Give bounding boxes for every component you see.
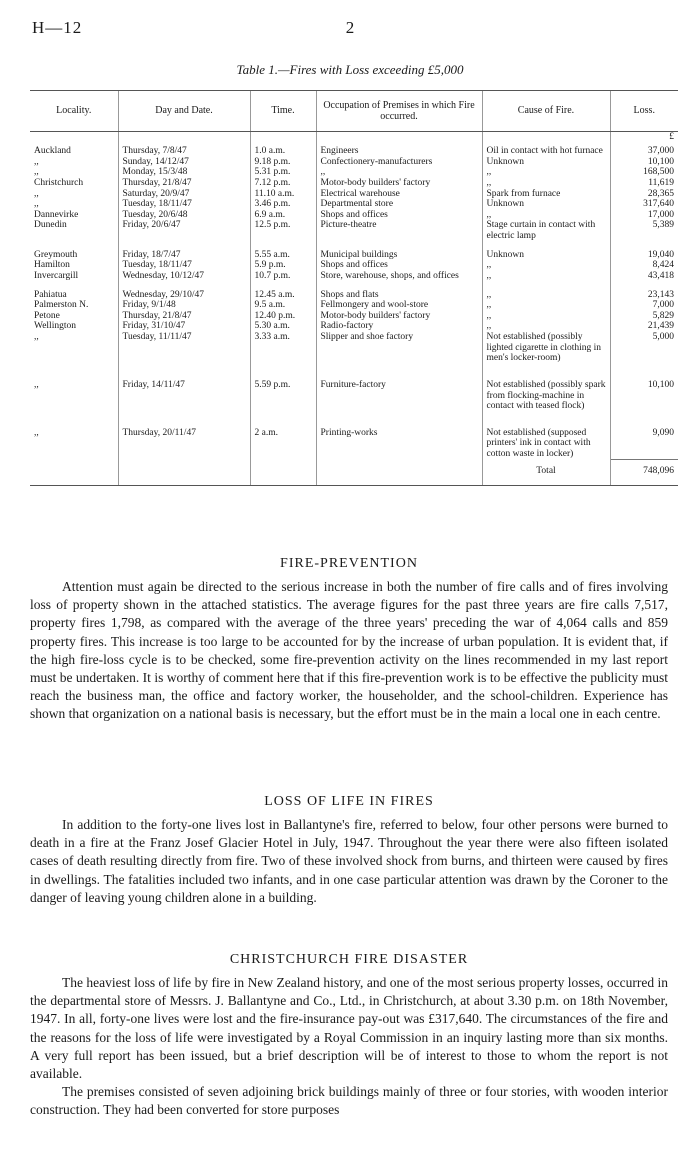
cell-occupation: Engineers [316,146,482,157]
cell-occupation: Electrical warehouse [316,189,482,200]
cell-loss: 28,365 [610,189,678,200]
cell-locality: Dannevirke [34,209,79,220]
cell-loss: 7,000 [610,300,678,311]
cell-cause: Not established (possibly spark from flocking-machine in contact with teased flock) [482,364,610,412]
cell-day-date: Tuesday, 20/6/48 [118,210,250,221]
cell-loss: 9,090 [610,412,678,460]
table-row [30,220,678,241]
cell-time: 2 a.m. [250,412,316,460]
cell-occupation: Shops and offices [316,260,482,271]
header-locality: Locality. [30,91,118,132]
cell-cause: Not established (supposed printers' ink in contact with cotton waste in locker) [482,412,610,460]
cell-time: 1.0 a.m. [250,146,316,157]
cell-locality: Greymouth [34,249,78,260]
cell-locality: Petone [34,310,60,321]
cell-time: 6.9 a.m. [250,210,316,221]
cell-day-date: Tuesday, 18/11/47 [118,199,250,210]
cell-locality: ,, [34,167,39,178]
cell-locality: ,, [34,156,39,167]
cell-cause: ,, [482,311,610,322]
cell-locality: Dunedin [34,220,67,231]
table-row [30,300,678,311]
cell-occupation: Store, warehouse, shops, and offices [316,271,482,282]
cell-time: 12.5 p.m. [250,220,316,241]
cell-loss: 23,143 [610,282,678,301]
cell-time: 5.55 a.m. [250,242,316,261]
table-row [30,210,678,221]
cell-time: 5.31 p.m. [250,167,316,178]
cell-day-date: Friday, 20/6/47 [118,220,250,241]
cell-cause: ,, [482,260,610,271]
fire-prevention-heading: FIRE-PREVENTION [280,556,418,571]
header-loss: Loss. [610,91,678,132]
cell-day-date: Thursday, 7/8/47 [118,146,250,157]
fires-table [30,90,678,486]
cell-day-date: Friday, 14/11/47 [118,364,250,412]
loss-of-life-paragraph: In addition to the forty-one lives lost in Ballantyne's fire, referred to below, four other persons were burned to death in a fire at the Franz Josef Glacier Hotel in July, 1947. Throughout the year there were also fifteen isolated cases of death resulting directly from fire. Two of these involved shock from burns, and thirteen were caused by fires in dwellings. The fatalities included two infants, and in one case particular attention was drawn by the Coroner to the danger of leaving young children alone in a building. [30,817,668,905]
header-cause: Cause of Fire. [482,91,610,132]
cell-locality: Invercargill [34,270,79,281]
total-value: 748,096 [610,460,678,486]
table-row [30,271,678,282]
table-caption: Table 1.—Fires with Loss exceeding £5,000 [236,62,464,77]
christchurch-disaster-section [30,952,668,1120]
christchurch-paragraph-1: The heaviest loss of life by fire in New Zealand history, and one of the most serious property losses, occurred in the departmental store of Messrs. J. Ballantyne and Co., Ltd., in Christchurch, at about 3.30 p.m. on 18th November, 1947. In all, forty-one lives were lost and the fire-insurance pay-out was £317,640. The circumstances of the fire and the reasons for the loss of life were investigated by a Royal Commission in an inquiry lasting more than six months. A very full report has been issued, but a brief description will be of interest to those to whom the report is not available. [30,975,668,1082]
cell-loss: 317,640 [610,199,678,210]
table-row [30,321,678,332]
cell-time: 5.9 p.m. [250,260,316,271]
cell-time: 5.30 a.m. [250,321,316,332]
cell-locality: ,, [34,379,39,390]
table-row [30,311,678,322]
table-row [30,260,678,271]
cell-occupation: Motor-body builders' factory [316,311,482,322]
cell-cause: ,, [482,167,610,178]
cell-cause: Spark from furnace [482,189,610,200]
cell-cause: ,, [482,282,610,301]
cell-occupation: Fellmongery and wool-store [316,300,482,311]
cell-cause: Unknown [482,199,610,210]
christchurch-disaster-heading: CHRISTCHURCH FIRE DISASTER [229,952,469,967]
table-row [30,282,678,301]
cell-time: 11.10 a.m. [250,189,316,200]
cell-occupation: Furniture-factory [316,364,482,412]
cell-locality: ,, [34,199,39,210]
table-row [30,364,678,412]
cell-day-date: Thursday, 21/8/47 [118,178,250,189]
table-row [30,146,678,157]
cell-loss: 168,500 [610,167,678,178]
cell-locality: Hamilton [34,260,70,271]
cell-day-date: Friday, 9/1/48 [118,300,250,311]
cell-occupation: Departmental store [316,199,482,210]
cell-occupation: Shops and offices [316,210,482,221]
cell-cause: ,, [482,300,610,311]
cell-occupation: Printing-works [316,412,482,460]
cell-occupation: Slipper and shoe factory [316,332,482,364]
cell-day-date: Tuesday, 11/11/47 [118,332,250,364]
cell-locality: Christchurch [34,177,84,188]
cell-cause: Oil in contact with hot furnace [482,146,610,157]
cell-locality: ,, [34,188,39,199]
table-row [30,178,678,189]
page-reference: H—12 [32,18,83,37]
cell-loss: 10,100 [610,364,678,412]
header-time: Time. [250,91,316,132]
cell-occupation: Radio-factory [316,321,482,332]
cell-time: 3.46 p.m. [250,199,316,210]
table-body [30,132,678,460]
cell-cause: ,, [482,210,610,221]
cell-day-date: Tuesday, 18/11/47 [118,260,250,271]
cell-day-date: Thursday, 20/11/47 [118,412,250,460]
cell-occupation: Municipal buildings [316,242,482,261]
cell-loss: 8,424 [610,260,678,271]
cell-day-date: Wednesday, 29/10/47 [118,282,250,301]
cell-day-date: Wednesday, 10/12/47 [118,271,250,282]
table-row [30,167,678,178]
table-row [30,412,678,460]
currency-symbol: £ [610,132,678,147]
table-row [30,199,678,210]
cell-cause: Stage curtain in contact with electric lamp [482,220,610,241]
page-header [32,18,668,42]
cell-locality: Wellington [34,321,76,332]
cell-day-date: Friday, 18/7/47 [118,242,250,261]
total-row [30,460,678,486]
cell-loss: 10,100 [610,157,678,168]
cell-time: 12.45 a.m. [250,282,316,301]
cell-occupation: Shops and flats [316,282,482,301]
cell-time: 3.33 a.m. [250,332,316,364]
cell-cause: Unknown [482,157,610,168]
christchurch-paragraph-2: The premises consisted of seven adjoining brick buildings mainly of three or four stories, with wooden interior construction. They had been converted for store purposes [30,1084,668,1118]
fire-prevention-paragraph: Attention must again be directed to the serious increase in both the number of fire calls and of fires involving loss of property shown in the attached statistics. The average figures for the past three years are fire calls 7,517, property fires 1,798, as compared with the average of the three years' preceding the war of 4,064 calls and 859 property fires. This increase is too large to be accounted for by the increase of urban population. It is evident that, if the high fire-loss cycle is to be checked, some fire-prevention activity on the lines recommended in my last report must be undertaken. It is worthy of comment here that if this fire-prevention work is to be effective the publicity must reach the business man, the office and factory worker, the householder, and the school-children. Experience has shown that organization on a national basis is necessary, but the effort must be in the main a local one in each centre. [30,579,668,722]
table-row [30,332,678,364]
loss-of-life-section [30,794,668,907]
cell-occupation: Picture-theatre [316,220,482,241]
cell-cause: ,, [482,178,610,189]
cell-loss: 17,000 [610,210,678,221]
cell-day-date: Friday, 31/10/47 [118,321,250,332]
cell-locality: Pahiatua [34,289,67,300]
page-number: 2 [345,18,355,37]
cell-occupation: ,, [316,167,482,178]
cell-time: 12.40 p.m. [250,311,316,322]
cell-loss: 37,000 [610,146,678,157]
cell-loss: 43,418 [610,271,678,282]
cell-locality: Palmerston N. [34,300,89,311]
cell-loss: 11,619 [610,178,678,189]
loss-of-life-heading: LOSS OF LIFE IN FIRES [264,794,434,809]
cell-time: 10.7 p.m. [250,271,316,282]
header-day-date: Day and Date. [118,91,250,132]
table-header-row [30,91,678,132]
cell-day-date: Thursday, 21/8/47 [118,311,250,322]
table-row [30,157,678,168]
header-occupation: Occupation of Premises in which Fire occurred. [316,91,482,132]
cell-loss: 19,040 [610,242,678,261]
cell-loss: 5,389 [610,220,678,241]
cell-locality: ,, [34,427,39,438]
cell-time: 5.59 p.m. [250,364,316,412]
cell-occupation: Confectionery-manufacturers [316,157,482,168]
cell-loss: 5,829 [610,311,678,322]
cell-loss: 5,000 [610,332,678,364]
cell-day-date: Saturday, 20/9/47 [118,189,250,200]
cell-cause: Not established (possibly lighted cigarette in clothing in men's locker-room) [482,332,610,364]
table-row [30,242,678,261]
cell-cause: ,, [482,321,610,332]
cell-day-date: Sunday, 14/12/47 [118,157,250,168]
cell-cause: Unknown [482,242,610,261]
cell-time: 7.12 p.m. [250,178,316,189]
cell-time: 9.5 a.m. [250,300,316,311]
cell-locality: ,, [34,332,39,342]
table-row [30,189,678,200]
cell-time: 9.18 p.m. [250,157,316,168]
cell-occupation: Motor-body builders' factory [316,178,482,189]
cell-day-date: Monday, 15/3/48 [118,167,250,178]
cell-loss: 21,439 [610,321,678,332]
cell-locality: Auckland [34,146,71,156]
fire-prevention-section [30,556,668,724]
cell-cause: ,, [482,271,610,282]
total-label: Total [482,460,610,486]
currency-row [30,132,678,147]
